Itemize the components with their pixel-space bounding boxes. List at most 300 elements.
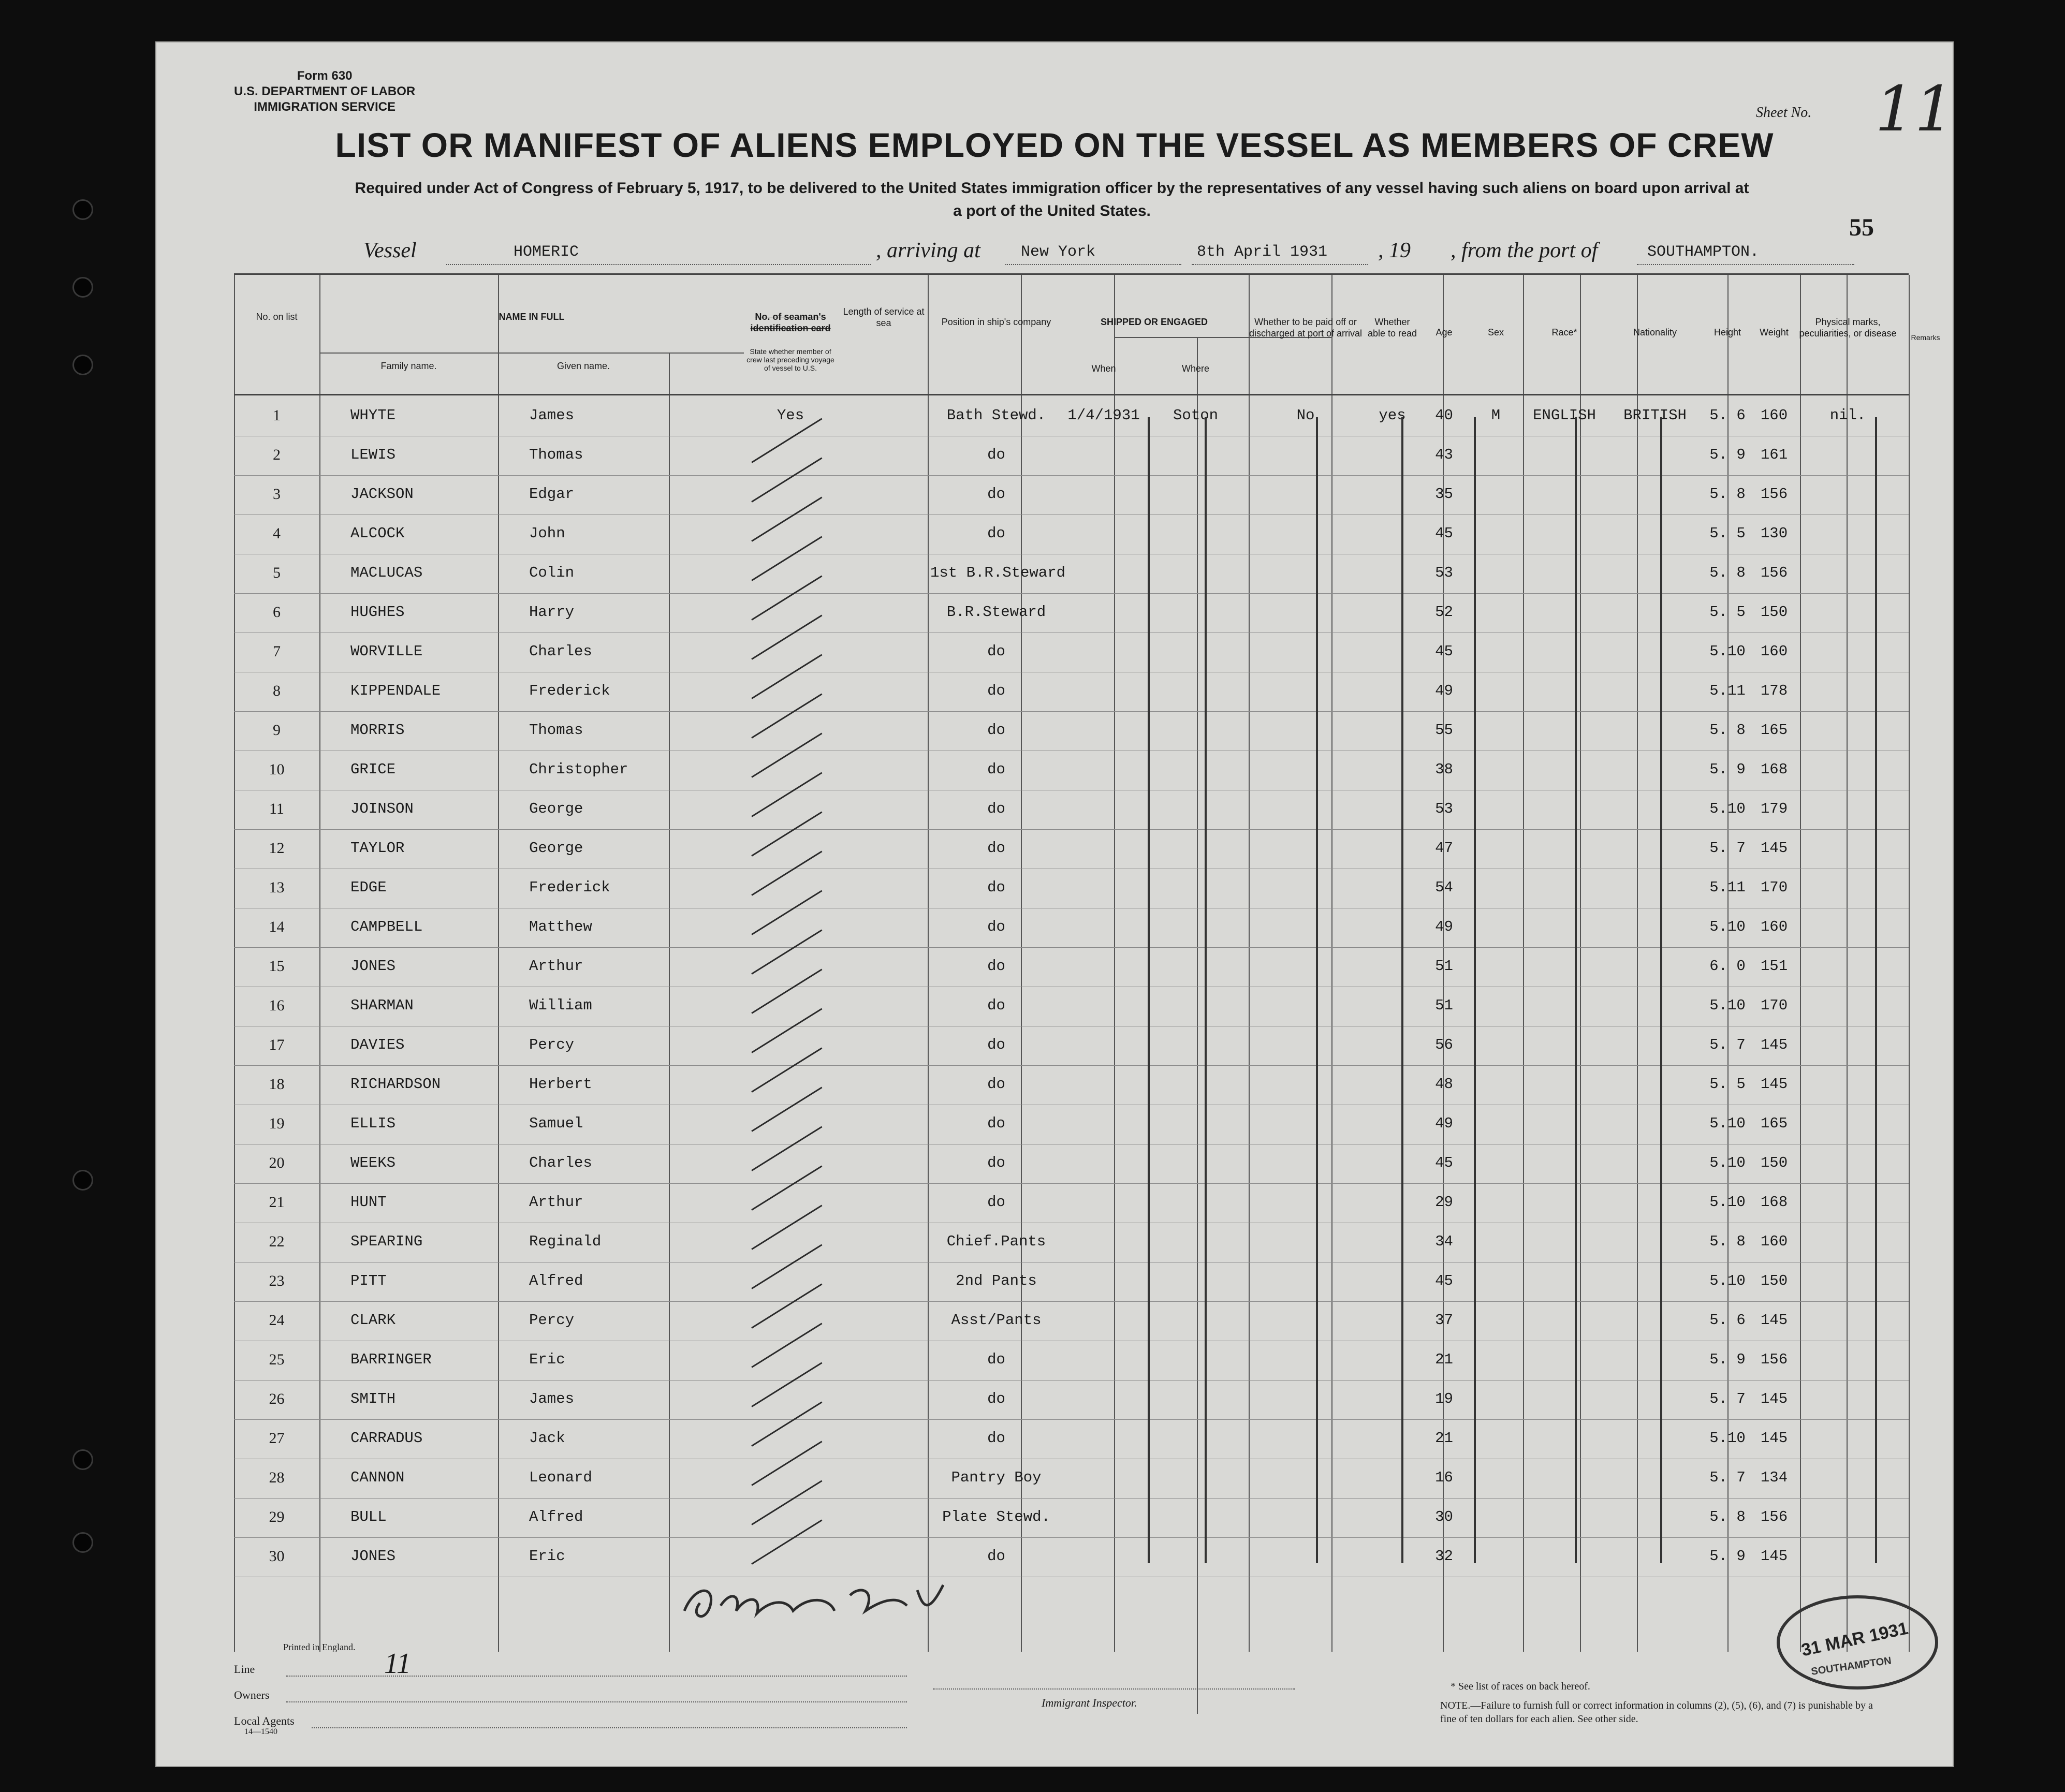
cell-weight: 145 [1760,1548,1788,1565]
cell-family: BULL [350,1508,387,1525]
cell-no: 18 [269,1076,285,1093]
table-row [234,396,1909,436]
ditto-stroke [1401,417,1403,1563]
cell-card: Yes [777,407,804,424]
cell-no: 10 [269,761,285,778]
cell-weight: 168 [1760,761,1788,778]
printed-note: Printed in England. [283,1642,356,1652]
cell-family: EDGE [350,879,387,896]
cell-position: do [987,840,1005,857]
header-where: Where [1181,363,1209,374]
vessel-underline [446,264,871,265]
cell-age: 45 [1435,525,1453,542]
cell-family: KIPPENDALE [350,682,441,699]
cell-no: 19 [269,1115,285,1132]
agents-label: Local Agents [234,1714,295,1727]
table-row [234,1301,1909,1341]
cell-no: 26 [269,1390,285,1407]
table-row [234,1380,1909,1419]
header-id-card-note: State whether member of crew last preceding voyage of vessel to U.S. [746,347,834,372]
header-physical-marks: Physical marks, peculiarities, or disease [1799,317,1897,339]
cell-height: 5. 5 [1709,1076,1746,1093]
cell-family: HUNT [350,1194,387,1211]
cell-no: 17 [269,1036,285,1053]
cell-given: James [529,407,575,424]
cell-position: do [987,486,1005,503]
cell-family: PITT [350,1272,387,1289]
cell-family: BARRINGER [350,1351,432,1368]
cell-family: TAYLOR [350,840,405,857]
header-height: Height [1713,327,1741,337]
cell-given: Reginald [529,1233,602,1250]
cell-family: JOINSON [350,800,414,817]
cell-height: 5.10 [1709,1194,1746,1211]
cell-weight: 178 [1760,682,1788,699]
cell-age: 21 [1435,1430,1453,1447]
cell-no: 13 [269,879,285,896]
cell-height: 5. 9 [1709,446,1746,463]
header-bottom-rule [234,394,1909,395]
cell-no: 15 [269,958,285,975]
date-underline [1192,264,1368,265]
cell-no: 6 [273,604,281,621]
cell-given: Charles [529,1154,592,1171]
cell-sex: M [1491,407,1501,424]
inspector-stamp [1777,1595,1938,1690]
cell-no: 25 [269,1351,285,1368]
cell-age: 53 [1435,564,1453,581]
cell-family: CAMPBELL [350,918,423,935]
cell-height: 5. 6 [1709,407,1746,424]
cell-no: 27 [269,1430,285,1447]
officer-signature [674,1575,964,1632]
cell-height: 6. 0 [1709,958,1746,975]
table-row [234,1341,1909,1380]
cell-weight: 161 [1760,446,1788,463]
cell-weight: 151 [1760,958,1788,975]
table-row [234,515,1909,554]
cell-age: 43 [1435,446,1453,463]
ditto-stroke [1660,417,1662,1563]
cell-weight: 150 [1760,1154,1788,1171]
cell-position: do [987,958,1005,975]
cell-given: John [529,525,565,542]
ditto-stroke [1205,417,1207,1563]
cell-weight: 150 [1760,604,1788,621]
ditto-stroke [1474,417,1476,1563]
table-row [234,1537,1909,1577]
cell-family: JONES [350,1548,396,1565]
cell-position: Pantry Boy [951,1469,1042,1486]
cell-no: 4 [273,525,281,542]
header-position: Position in ship's company [941,317,1051,327]
cell-position: do [987,1548,1005,1565]
cell-position: do [987,1115,1005,1132]
owners-underline [286,1701,907,1702]
agents-code: 14—1540 [244,1727,277,1736]
cell-weight: 168 [1760,1194,1788,1211]
cell-weight: 165 [1760,1115,1788,1132]
cell-given: Percy [529,1036,575,1053]
manifest-sheet [155,41,1954,1767]
cell-no: 22 [269,1233,285,1250]
cell-age: 53 [1435,800,1453,817]
table-row [234,1498,1909,1537]
stamp-date: 31 MAR 1931 [1799,1618,1910,1661]
cell-no: 20 [269,1154,285,1171]
cell-given: Thomas [529,722,583,739]
cell-family: SPEARING [350,1233,423,1250]
cell-family: MACLUCAS [350,564,423,581]
table-row [234,1262,1909,1301]
cell-weight: 145 [1760,840,1788,857]
cell-family: ALCOCK [350,525,405,542]
table-row [234,554,1909,593]
cell-no: 8 [273,682,281,699]
cell-given: Percy [529,1312,575,1329]
cell-given: Matthew [529,918,592,935]
page-title: LIST OR MANIFEST OF ALIENS EMPLOYED ON THE VESSEL AS MEMBERS OF CREW [335,126,1774,164]
crew-table [234,273,1940,1652]
vessel-label: Vessel [363,239,417,262]
cell-no: 7 [273,643,281,660]
owners-label: Owners [234,1688,270,1701]
cell-weight: 156 [1760,1351,1788,1368]
table-row [234,436,1909,475]
cell-no: 9 [273,722,281,739]
from-label: , from the port of [1451,239,1598,262]
header-able-read: Whether able to read [1367,317,1417,339]
cell-no: 3 [273,486,281,503]
cell-read: yes [1379,407,1406,424]
cell-position: do [987,525,1005,542]
cell-position: do [987,1194,1005,1211]
cell-family: JONES [350,958,396,975]
cell-given: Frederick [529,682,610,699]
cell-height: 5.11 [1709,682,1746,699]
penalty-note: NOTE.—Failure to furnish full or correct information in columns (2), (5), (6), and (7) is punishable by a fine of ten dollars for each alien. See other side. [1440,1700,1873,1725]
cell-family: MORRIS [350,722,405,739]
cell-paid: No [1296,407,1315,424]
cell-no: 5 [273,564,281,581]
header-shipped: SHIPPED OR ENGAGED [1100,317,1208,327]
binder-hole [72,1170,93,1191]
cell-height: 5. 5 [1709,604,1746,621]
cell-nationality: BRITISH [1623,407,1687,424]
cell-family: CANNON [350,1469,405,1486]
cell-position: do [987,997,1005,1014]
cell-no: 23 [269,1272,285,1289]
cell-no: 29 [269,1508,285,1525]
cell-height: 5.11 [1709,879,1746,896]
cell-position: do [987,1154,1005,1171]
cell-given: William [529,997,592,1014]
cell-family: DAVIES [350,1036,405,1053]
cell-height: 5.10 [1709,1272,1746,1289]
table-row [234,593,1909,633]
header-name-in-full: NAME IN FULL [499,312,565,322]
cell-weight: 160 [1760,1233,1788,1250]
cell-age: 49 [1435,1115,1453,1132]
cell-weight: 134 [1760,1469,1788,1486]
cell-height: 5.10 [1709,1154,1746,1171]
header-race: Race* [1551,327,1577,337]
header-when: When [1091,363,1116,374]
cell-position: do [987,800,1005,817]
cell-age: 45 [1435,1154,1453,1171]
header-length-service: Length of service at sea [843,306,925,328]
cell-position: B.R.Steward [946,604,1046,621]
cell-given: Edgar [529,486,575,503]
cell-position: do [987,1430,1005,1447]
cell-weight: 145 [1760,1036,1788,1053]
ditto-stroke [1316,417,1318,1563]
departure-port: SOUTHAMPTON. [1647,243,1760,261]
cell-age: 48 [1435,1076,1453,1093]
cell-age: 45 [1435,643,1453,660]
header-id-card: No. of seaman's identification card [750,312,831,333]
cell-height: 5. 7 [1709,1390,1746,1407]
header-age: Age [1436,327,1453,337]
cell-weight: 150 [1760,1272,1788,1289]
cell-height: 5.10 [1709,1115,1746,1132]
cell-given: Herbert [529,1076,592,1093]
cell-given: Frederick [529,879,610,896]
cell-race: ENGLISH [1533,407,1596,424]
line-label: Line [234,1663,255,1676]
cell-position: do [987,879,1005,896]
cell-family: LEWIS [350,446,396,463]
table-row [234,1065,1909,1105]
cell-given: Samuel [529,1115,583,1132]
cell-height: 5. 9 [1709,761,1746,778]
cell-given: Arthur [529,1194,583,1211]
cell-age: 56 [1435,1036,1453,1053]
cell-weight: 156 [1760,1508,1788,1525]
line-value: 11 [384,1648,411,1680]
cell-position: do [987,1351,1005,1368]
cell-age: 21 [1435,1351,1453,1368]
cell-weight: 156 [1760,564,1788,581]
column-rule [1909,275,1910,1652]
cell-family: ELLIS [350,1115,396,1132]
cell-position: do [987,918,1005,935]
binder-hole [72,1449,93,1470]
year-label: , 19 [1378,239,1411,262]
cell-age: 37 [1435,1312,1453,1329]
cell-height: 5.10 [1709,800,1746,817]
cell-age: 32 [1435,1548,1453,1565]
departure-underline [1637,264,1854,265]
cell-position: do [987,1036,1005,1053]
header-given-name: Given name. [556,361,610,371]
cell-weight: 156 [1760,486,1788,503]
header-remarks: Remarks [1911,333,1940,342]
inspector-underline [933,1688,1295,1690]
cell-position: do [987,643,1005,660]
form-header [234,68,415,115]
department-name: U.S. DEPARTMENT OF LABOR [234,84,416,98]
cell-height: 5. 9 [1709,1548,1746,1565]
cell-weight: 165 [1760,722,1788,739]
cell-no: 1 [273,407,281,424]
cell-height: 5. 8 [1709,486,1746,503]
cell-weight: 160 [1760,643,1788,660]
cell-weight: 145 [1760,1390,1788,1407]
arrival-port: New York [1021,243,1096,261]
sheet-label: Sheet No. [1756,105,1812,121]
cell-family: WEEKS [350,1154,396,1171]
header-paid-off: Whether to be paid off or discharged at port of arrival [1249,317,1363,339]
cell-given: Arthur [529,958,583,975]
cell-where: Soton [1173,407,1218,424]
cell-age: 49 [1435,918,1453,935]
cell-age: 16 [1435,1469,1453,1486]
cell-given: Harry [529,604,575,621]
cell-given: Leonard [529,1469,592,1486]
cell-height: 5. 8 [1709,564,1746,581]
arriving-label: , arriving at [876,239,980,262]
table-row [234,947,1909,987]
cell-position: do [987,1076,1005,1093]
table-row [234,869,1909,908]
cell-age: 49 [1435,682,1453,699]
line-underline [286,1676,907,1677]
cell-position: 1st B.R.Steward [930,564,1066,581]
form-number: Form 630 [297,69,353,83]
cell-given: Alfred [529,1272,583,1289]
cell-weight: 160 [1760,407,1788,424]
cell-given: Christopher [529,761,628,778]
table-row [234,1223,1909,1262]
cell-given: George [529,840,583,857]
stamp-place: SOUTHAMPTON [1810,1655,1893,1678]
cell-family: CLARK [350,1312,396,1329]
cell-given: Thomas [529,446,583,463]
cell-age: 30 [1435,1508,1453,1525]
cell-age: 45 [1435,1272,1453,1289]
cell-age: 51 [1435,958,1453,975]
inspector-label: Immigrant Inspector. [1042,1696,1137,1709]
header-no-on-list: No. on list [256,312,298,322]
cell-position: do [987,1390,1005,1407]
table-row [234,1183,1909,1223]
cell-no: 2 [273,446,281,463]
cell-no: 11 [269,800,284,817]
cell-age: 19 [1435,1390,1453,1407]
cell-no: 12 [269,840,285,857]
agents-underline [312,1727,907,1728]
cell-age: 35 [1435,486,1453,503]
cell-given: George [529,800,583,817]
binder-hole [72,1532,93,1553]
cell-weight: 130 [1760,525,1788,542]
cell-height: 5. 8 [1709,1508,1746,1525]
race-note: * See list of races on back hereof. [1451,1681,1590,1692]
cell-family: HUGHES [350,604,405,621]
cell-no: 24 [269,1312,285,1329]
cell-when: 1/4/1931 [1067,407,1140,424]
cell-weight: 145 [1760,1076,1788,1093]
cell-position: Plate Stewd. [942,1508,1050,1525]
cell-given: Charles [529,643,592,660]
page-code: 55 [1849,214,1874,241]
cell-age: 29 [1435,1194,1453,1211]
cell-no: 21 [269,1194,285,1211]
cell-age: 38 [1435,761,1453,778]
cell-given: Jack [529,1430,565,1447]
cell-height: 5. 8 [1709,1233,1746,1250]
ditto-stroke [1148,417,1150,1563]
binder-hole [72,199,93,220]
cell-weight: 179 [1760,800,1788,817]
table-row [234,711,1909,751]
cell-position: Bath Stewd. [946,407,1046,424]
cell-age: 54 [1435,879,1453,896]
cell-height: 5.10 [1709,918,1746,935]
cell-no: 14 [269,918,285,935]
cell-height: 5. 7 [1709,1036,1746,1053]
page-subtitle: Required under Act of Congress of February 5, 1917, to be delivered to the United States immigration officer by the representatives of any vessel having such aliens on board upon arrival at a port of the United States. [355,180,1749,219]
cell-no: 30 [269,1548,285,1565]
cell-height: 5. 9 [1709,1351,1746,1368]
table-row [234,751,1909,790]
cell-given: Colin [529,564,575,581]
cell-family: SHARMAN [350,997,414,1014]
cell-family: SMITH [350,1390,396,1407]
header-sex: Sex [1487,327,1504,337]
cell-age: 52 [1435,604,1453,621]
binder-hole [72,277,93,298]
cell-height: 5. 7 [1709,1469,1746,1486]
cell-height: 5.10 [1709,1430,1746,1447]
table-row [234,1026,1909,1065]
table-row [234,790,1909,829]
cell-height: 5. 8 [1709,722,1746,739]
table-row [234,475,1909,515]
cell-family: CARRADUS [350,1430,423,1447]
header-weight: Weight [1760,327,1789,337]
cell-weight: 145 [1760,1430,1788,1447]
header-subrule [319,352,744,354]
cell-position: do [987,722,1005,739]
table-row [234,1459,1909,1498]
table-row [234,987,1909,1026]
cell-position: do [987,761,1005,778]
table-row [234,908,1909,947]
cell-position: do [987,682,1005,699]
cell-age: 51 [1435,997,1453,1014]
table-row [234,672,1909,711]
cell-age: 34 [1435,1233,1453,1250]
table-row [234,1419,1909,1459]
ditto-stroke [1875,417,1877,1563]
vessel-name: HOMERIC [514,243,579,261]
header-family-name: Family name. [380,361,437,371]
cell-height: 5. 5 [1709,525,1746,542]
cell-height: 5.10 [1709,997,1746,1014]
cell-marks: nil. [1829,407,1866,424]
service-name: IMMIGRATION SERVICE [254,100,396,114]
cell-family: JACKSON [350,486,414,503]
cell-age: 40 [1435,407,1453,424]
cell-given: Eric [529,1548,565,1565]
arrival-date: 8th April 1931 [1197,243,1328,261]
cell-height: 5. 6 [1709,1312,1746,1329]
cell-weight: 170 [1760,879,1788,896]
cell-weight: 145 [1760,1312,1788,1329]
cell-weight: 160 [1760,918,1788,935]
